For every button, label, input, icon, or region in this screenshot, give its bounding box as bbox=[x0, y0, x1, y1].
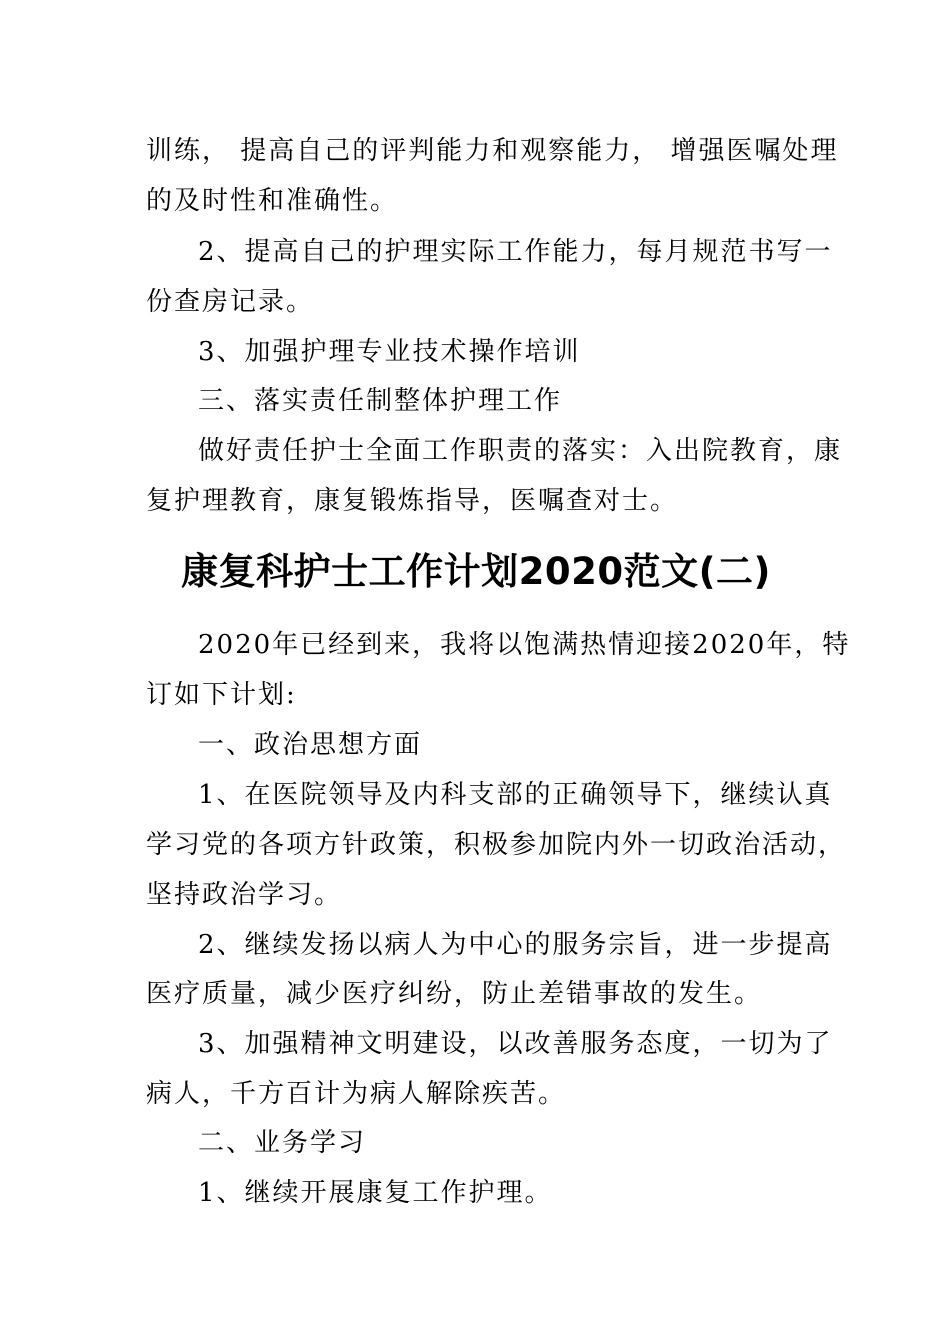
paragraph-line: 做好责任护士全面工作职责的落实：入出院教育，康 bbox=[198, 436, 843, 466]
paragraph-line: 2、继续发扬以病人为中心的服务宗旨，进一步提高 bbox=[198, 930, 833, 960]
paragraph-line: 病人，千方百计为病人解除疾苦。 bbox=[146, 1079, 567, 1109]
paragraph-line: 1、在医院领导及内科支部的正确领导下，继续认真 bbox=[198, 780, 833, 810]
paragraph-line: 份查房记录。 bbox=[146, 287, 315, 317]
section-heading: 三、落实责任制整体护理工作 bbox=[198, 386, 563, 416]
paragraph-line: 订如下计划: bbox=[146, 680, 297, 710]
paragraph-line: 的及时性和准确性。 bbox=[146, 186, 399, 216]
section-heading: 一、政治思想方面 bbox=[198, 730, 423, 760]
paragraph-line: 复护理教育，康复锻炼指导，医嘱查对士。 bbox=[146, 486, 679, 516]
paragraph-line: 坚持政治学习。 bbox=[146, 880, 343, 910]
section-heading: 二、业务学习 bbox=[198, 1128, 367, 1158]
paragraph-line: 训练， 提高自己的评判能力和观察能力， 增强医嘱处理 bbox=[146, 136, 839, 166]
paragraph-line: 2020年已经到来，我将以饱满热情迎接2020年，特 bbox=[198, 630, 851, 660]
paragraph-line: 医疗质量，减少医疗纠纷，防止差错事故的发生。 bbox=[146, 979, 763, 1009]
paragraph-line: 3、加强精神文明建设，以改善服务态度，一切为了 bbox=[198, 1029, 833, 1059]
list-item: 1、继续开展康复工作护理。 bbox=[198, 1178, 553, 1208]
paragraph-line: 学习党的各项方针政策，积极参加院内外一切政治活动， bbox=[146, 830, 847, 860]
document-title: 康复科护士工作计划2020范文(二) bbox=[181, 550, 771, 593]
list-item: 3、加强护理专业技术操作培训 bbox=[198, 337, 581, 367]
paragraph-line: 2、提高自己的护理实际工作能力，每月规范书写一 bbox=[198, 237, 833, 267]
